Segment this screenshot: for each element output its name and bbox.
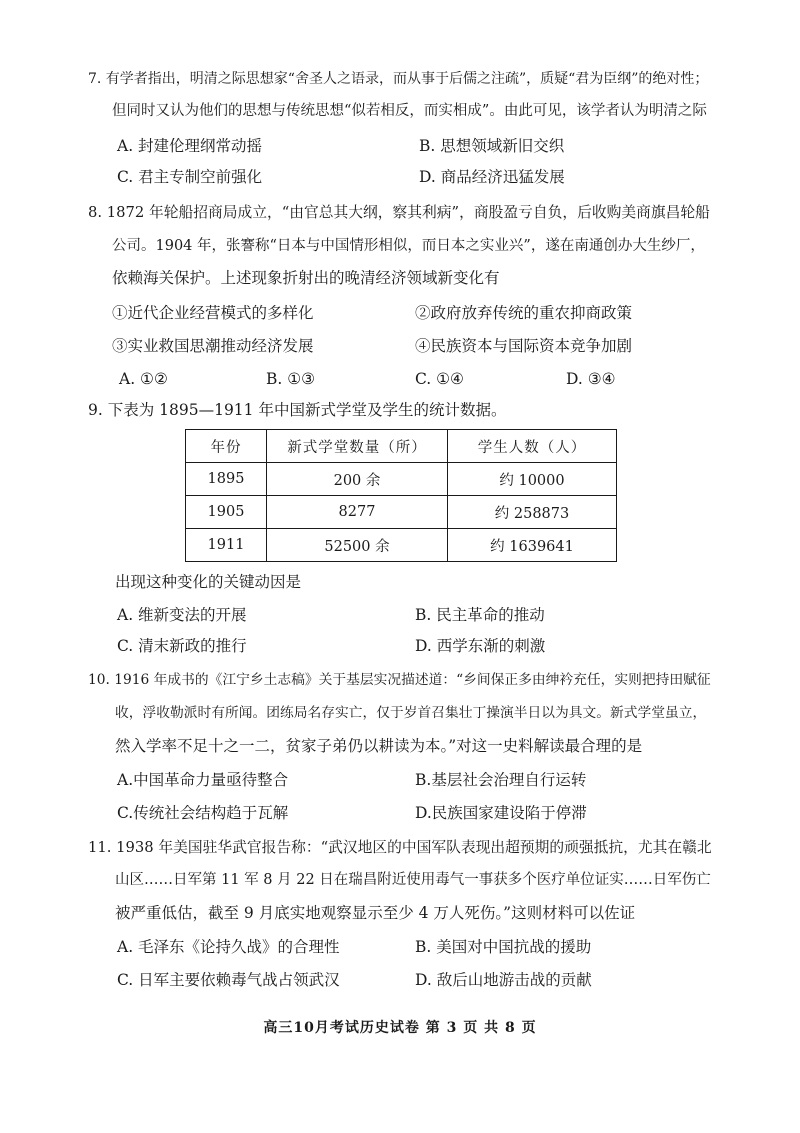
- table-cell-schools: 8277: [267, 496, 448, 529]
- q10-stem-line-2: 收，浮收勒派时有所闻。团练局名存实亡，仅于岁首召集壮丁操演半日以为具文。新式学堂虽立，: [115, 705, 707, 721]
- table-cell-year: 1895: [186, 463, 267, 496]
- q9-option-d[interactable]: D. 西学东渐的刺激: [415, 637, 546, 655]
- q11-option-b[interactable]: B. 美国对中国抗战的援助: [415, 938, 592, 956]
- q9-option-a[interactable]: A. 维新变法的开展: [117, 606, 247, 624]
- q8-option-c[interactable]: C. ①④: [415, 370, 464, 388]
- q8-stem-line-1: 8. 1872 年轮船招商局成立，“由官总其大纲，察其利病”，商股盈亏自负，后收购美商旗昌轮船: [88, 204, 710, 221]
- q7-option-a[interactable]: A. 封建伦理纲常动摇: [117, 137, 263, 155]
- q7-stem-line-1: 7. 有学者指出，明清之际思想家“舍圣人之语录，而从事于后儒之注疏”，质疑“君为臣纲”的绝对性；: [88, 71, 709, 87]
- q8-item-2: ②政府放弃传统的重农抑商政策: [415, 304, 633, 322]
- q8-item-4: ④民族资本与国际资本竞争加剧: [415, 337, 633, 355]
- table-cell-students: 约 1639641: [448, 529, 617, 562]
- table-cell-schools: 200 余: [267, 463, 448, 496]
- page-footer: 高三10月考试历史试卷 第 3 页 共 8 页: [263, 1020, 537, 1036]
- table-header-year: 年份: [186, 430, 267, 463]
- table-row: [186, 463, 617, 496]
- table-header-schools: 新式学堂数量（所）: [267, 430, 448, 463]
- table-header-row: [186, 430, 617, 463]
- q7-stem-line-2: 但同时又认为他们的思想与传统思想“似若相反，而实相成”。由此可见，该学者认为明清之际: [112, 103, 707, 119]
- q8-item-1: ①近代企业经营模式的多样化: [112, 304, 314, 322]
- table-cell-students: 约 258873: [448, 496, 617, 529]
- q10-option-b[interactable]: B.基层社会治理自行运转: [415, 771, 587, 789]
- q8-option-a[interactable]: A. ①②: [119, 370, 168, 388]
- q7-option-d[interactable]: D. 商品经济迅猛发展: [419, 168, 565, 186]
- q10-option-c[interactable]: C.传统社会结构趋于瓦解: [117, 804, 289, 822]
- q10-option-d[interactable]: D.民族国家建设陷于停滞: [415, 804, 587, 822]
- table-cell-year: 1911: [186, 529, 267, 562]
- q11-stem-line-3: 被严重低估，截至 9 月底实地观察显示至少 4 万人死伤。”这则材料可以佐证: [115, 904, 636, 922]
- q8-stem-line-3: 依赖海关保护。上述现象折射出的晚清经济领域新变化有: [112, 269, 500, 287]
- q8-option-b[interactable]: B. ①③: [266, 370, 316, 388]
- table-cell-schools: 52500 余: [267, 529, 448, 562]
- table-cell-students: 约 10000: [448, 463, 617, 496]
- q8-item-3: ③实业救国思潮推动经济发展: [112, 337, 314, 355]
- q7-option-b[interactable]: B. 思想领域新旧交织: [419, 137, 565, 155]
- table-row: [186, 496, 617, 529]
- q9-question-line: 出现这种变化的关键动因是: [115, 573, 302, 591]
- q9-option-c[interactable]: C. 清末新政的推行: [117, 637, 247, 655]
- q11-option-a[interactable]: A. 毛泽东《论持久战》的合理性: [117, 938, 340, 956]
- q11-stem-line-2: 山区……日军第 11 军 8 月 22 日在瑞昌附近使用毒气一事获多个医疗单位证实……日军伤亡: [115, 872, 711, 888]
- table-row: [186, 529, 617, 562]
- q8-stem-line-2: 公司。1904 年，张謇称“日本与中国情形相似，而日本之实业兴”，遂在南通创办大生纱厂，: [112, 238, 705, 254]
- q9-stem-line-1: 9. 下表为 1895—1911 年中国新式学堂及学生的统计数据。: [88, 401, 507, 419]
- table-header-students: 学生人数（人）: [448, 430, 617, 463]
- q8-option-d[interactable]: D. ③④: [566, 370, 616, 388]
- q7-option-c[interactable]: C. 君主专制空前强化: [117, 168, 263, 186]
- q10-stem-line-1: 10. 1916 年成书的《江宁乡土志稿》关于基层实况描述道：“乡间保正多由绅衿充任，实则把持田赋征: [88, 672, 711, 688]
- q10-stem-line-3: 然入学率不足十之一二，贫家子弟仍以耕读为本。”对这一史料解读最合理的是: [115, 737, 643, 755]
- q11-option-d[interactable]: D. 敌后山地游击战的贡献: [415, 971, 592, 989]
- table-cell-year: 1905: [186, 496, 267, 529]
- q11-stem-line-1: 11. 1938 年美国驻华武官报告称：“武汉地区的中国军队表现出超预期的顽强抵抗，尤其在赣北: [88, 839, 712, 856]
- school-statistics-table: [185, 429, 617, 562]
- q11-option-c[interactable]: C. 日军主要依赖毒气战占领武汉: [117, 971, 340, 989]
- q9-option-b[interactable]: B. 民主革命的推动: [415, 606, 545, 624]
- q10-option-a[interactable]: A.中国革命力量亟待整合: [117, 771, 289, 789]
